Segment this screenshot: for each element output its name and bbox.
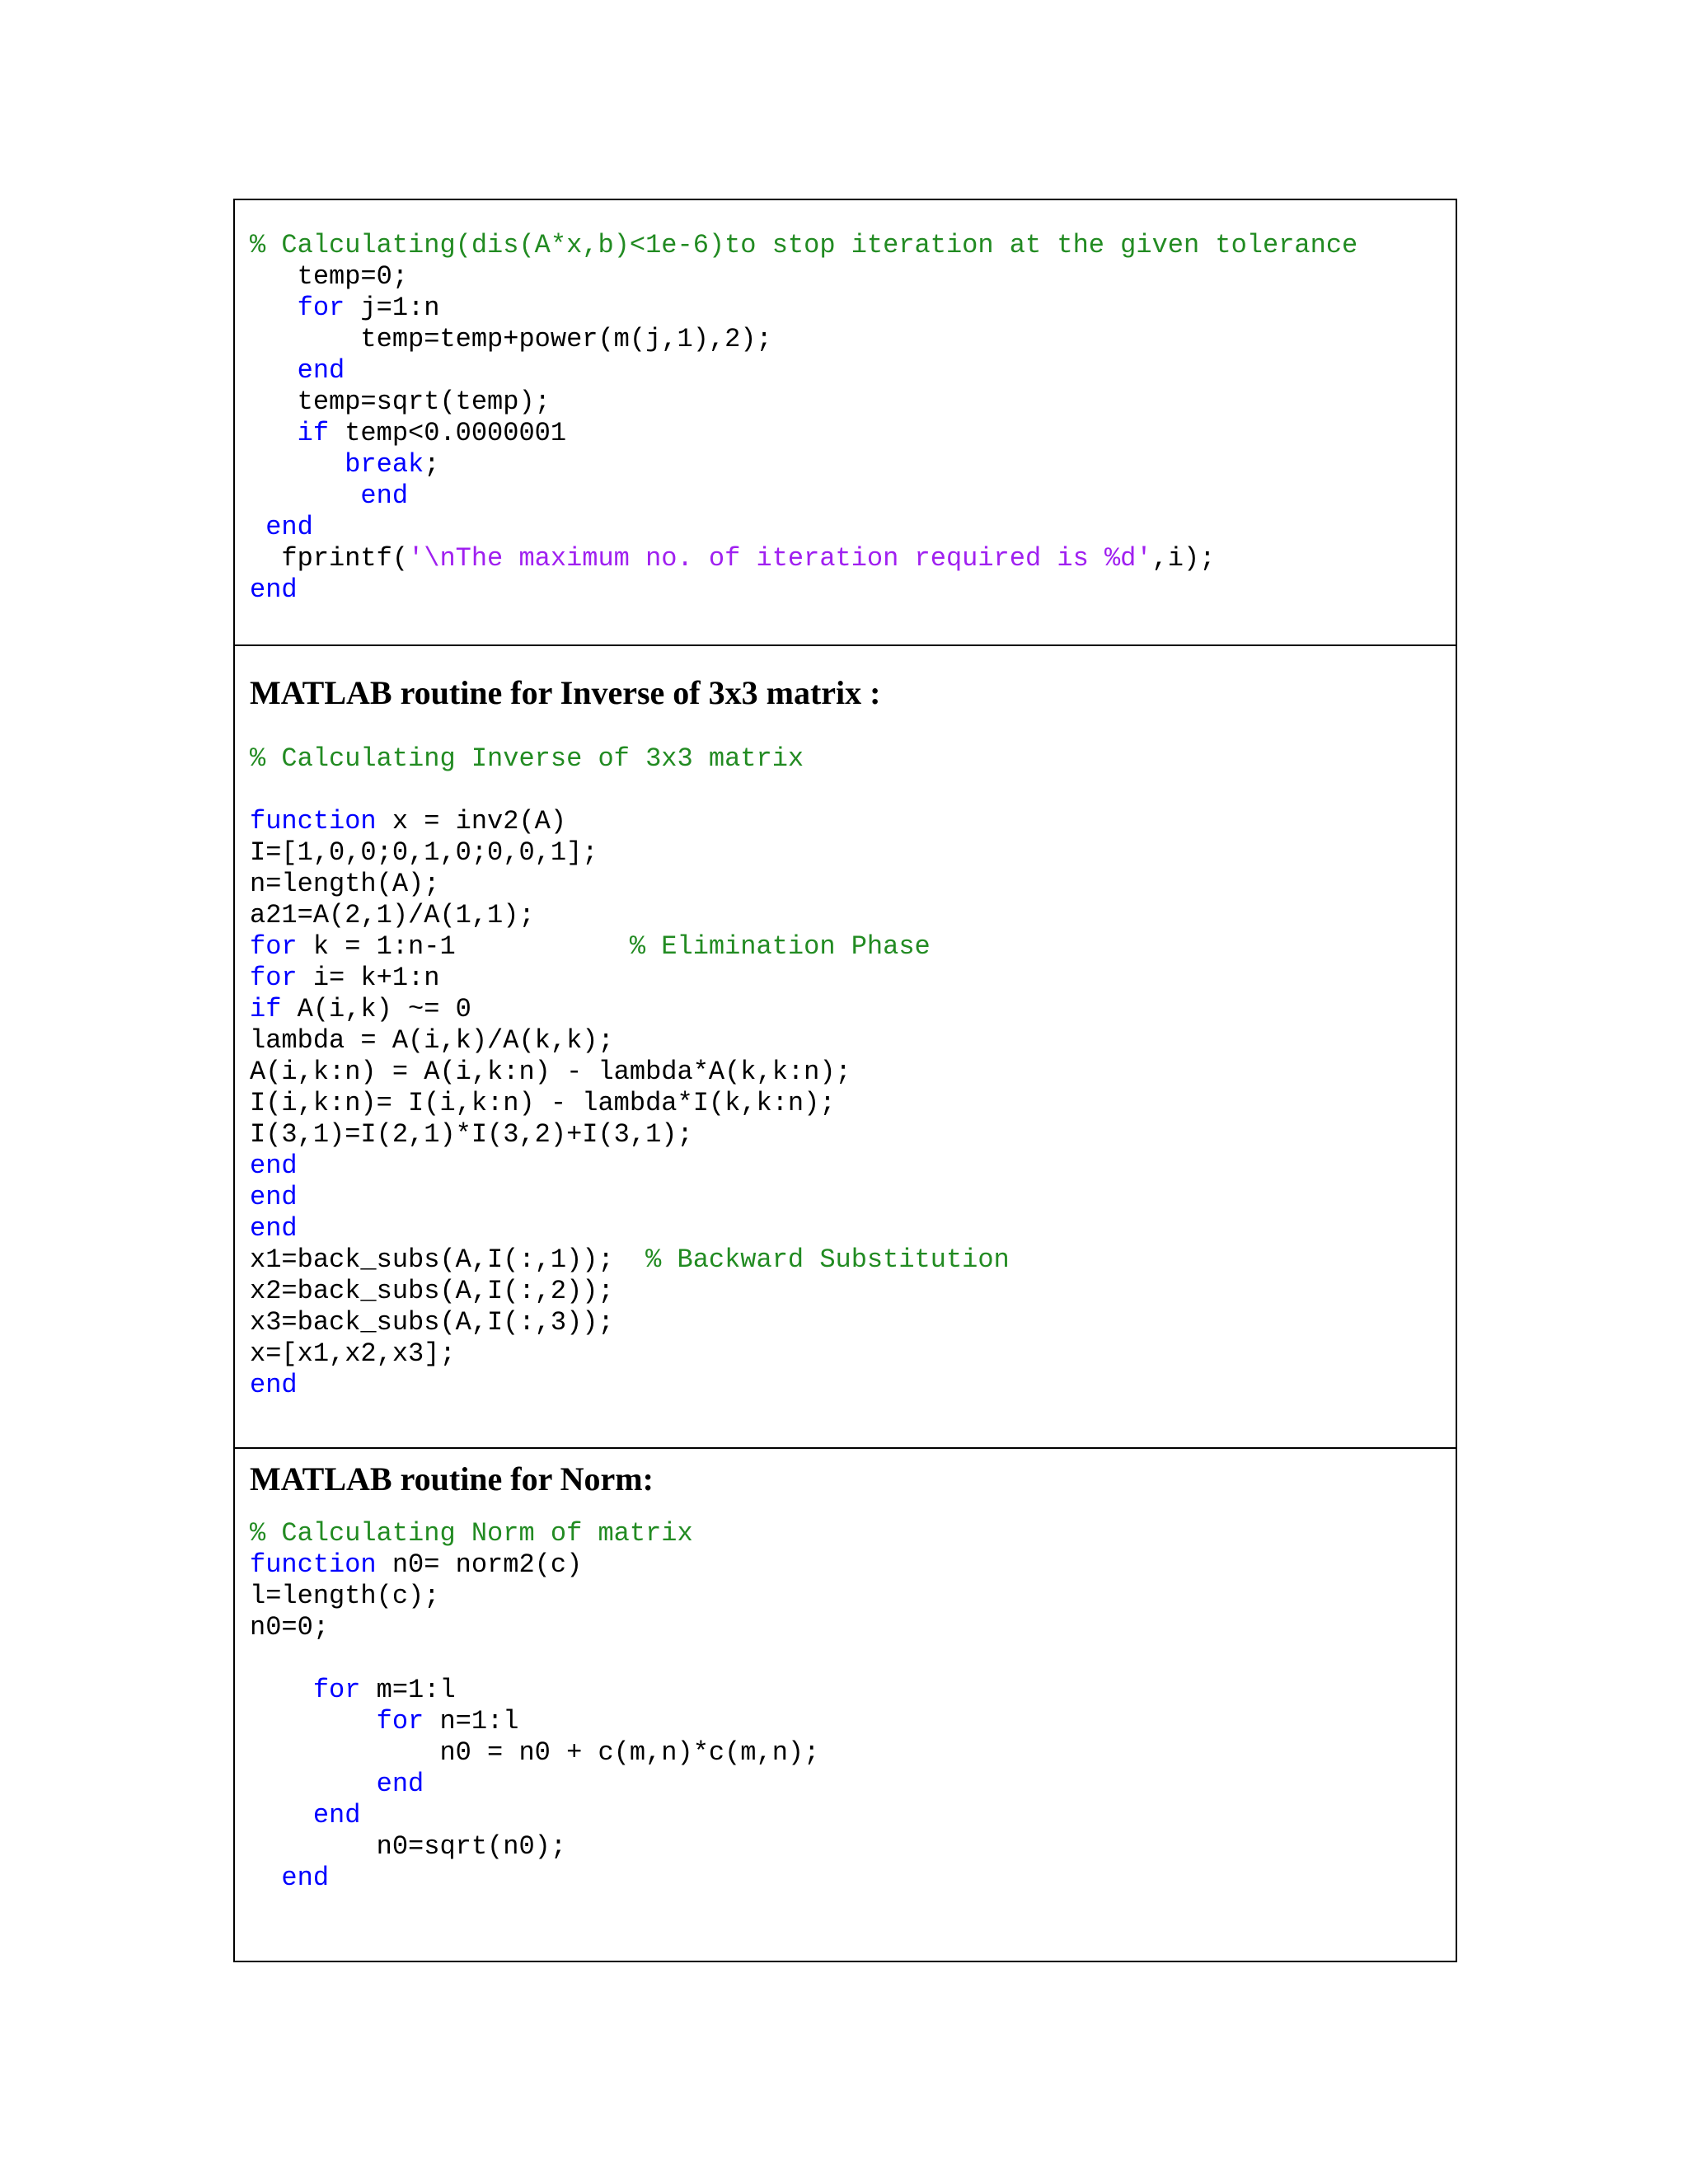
code-keyword: end — [250, 1370, 298, 1400]
code-comment: % Calculating Inverse of 3x3 matrix — [250, 743, 804, 774]
code-block — [250, 230, 1357, 606]
code-text: n0= norm2(c) — [376, 1549, 583, 1580]
code-text: lambda = A(i,k)/A(k,k); — [250, 1025, 614, 1056]
code-keyword: for — [250, 931, 298, 962]
code-text: n0 = n0 + c(m,n)*c(m,n); — [250, 1737, 820, 1768]
code-comment: % Elimination Phase — [629, 931, 931, 962]
code-line — [250, 1581, 819, 1612]
code-block — [250, 1518, 819, 1894]
code-keyword: end — [250, 574, 298, 605]
code-text — [250, 1800, 313, 1830]
code-keyword: break — [345, 449, 424, 480]
code-keyword: for — [376, 1706, 424, 1736]
code-text: ; — [424, 449, 440, 480]
code-line — [250, 994, 1010, 1025]
code-text — [250, 449, 345, 480]
code-text: I=[1,0,0;0,1,0;0,0,1]; — [250, 837, 598, 868]
code-cell-norm — [235, 1449, 1456, 1964]
code-line — [250, 963, 1010, 994]
code-text: n0=sqrt(n0); — [250, 1831, 567, 1862]
code-line — [250, 869, 1010, 900]
code-line — [250, 1737, 819, 1769]
code-keyword: if — [297, 418, 330, 448]
code-line — [250, 418, 1357, 449]
code-keyword: end — [265, 512, 313, 542]
code-line — [250, 574, 1357, 606]
code-comment: % Calculating Norm of matrix — [250, 1518, 693, 1549]
code-line — [250, 355, 1357, 387]
code-line — [250, 230, 1357, 261]
code-line — [250, 1213, 1010, 1244]
code-line — [250, 775, 1010, 806]
code-line — [250, 1119, 1010, 1151]
code-string: '\nThe maximum no. of iteration required is %d' — [408, 543, 1152, 574]
code-keyword: for — [250, 963, 298, 993]
code-text — [250, 512, 265, 542]
code-line — [250, 1549, 819, 1581]
code-line — [250, 387, 1357, 418]
code-text: n0=0; — [250, 1612, 330, 1643]
code-text — [250, 355, 298, 386]
section-heading: MATLAB routine for Inverse of 3x3 matrix : — [250, 674, 881, 711]
code-text: fprintf( — [250, 543, 409, 574]
code-line — [250, 1057, 1010, 1088]
code-line — [250, 806, 1010, 837]
code-text: i= k+1:n — [297, 963, 440, 993]
code-text: temp=0; — [250, 261, 409, 292]
code-line — [250, 1863, 819, 1894]
code-line — [250, 1675, 819, 1706]
code-text: j=1:n — [345, 293, 440, 323]
code-line — [250, 1182, 1010, 1213]
code-line — [250, 1518, 819, 1549]
code-keyword: if — [250, 994, 282, 1024]
code-keyword: end — [281, 1863, 330, 1893]
code-line — [250, 900, 1010, 931]
code-line — [250, 449, 1357, 480]
code-keyword: for — [312, 1675, 361, 1705]
code-line — [250, 1769, 819, 1800]
code-line — [250, 324, 1357, 355]
code-line — [250, 1151, 1010, 1182]
code-keyword: end — [250, 1213, 298, 1244]
code-comment: % Calculating(dis(A*x,b)<1e-6)to stop iteration at the given tolerance — [250, 230, 1358, 260]
code-cell-inverse — [235, 646, 1456, 1449]
code-table — [233, 199, 1457, 1962]
code-line — [250, 480, 1357, 512]
code-line — [250, 837, 1010, 869]
code-line — [250, 1612, 819, 1643]
code-line — [250, 1276, 1010, 1307]
code-text: m=1:l — [360, 1675, 456, 1705]
code-text: A(i,k:n) = A(i,k:n) - lambda*A(k,k:n); — [250, 1057, 851, 1087]
section-heading: MATLAB routine for Norm: — [250, 1460, 654, 1497]
code-cell-iteration — [235, 200, 1456, 646]
code-line — [250, 261, 1357, 293]
code-text: A(i,k) ~= 0 — [281, 994, 471, 1024]
code-text: x=[x1,x2,x3]; — [250, 1338, 456, 1369]
code-line — [250, 1244, 1010, 1276]
code-text: x3=back_subs(A,I(:,3)); — [250, 1307, 614, 1338]
code-text: I(i,k:n)= I(i,k:n) - lambda*I(k,k:n); — [250, 1088, 836, 1118]
code-line — [250, 1800, 819, 1831]
code-line — [250, 512, 1357, 543]
code-text — [250, 293, 298, 323]
code-text — [250, 1863, 281, 1893]
code-keyword: end — [297, 355, 345, 386]
code-text — [250, 418, 298, 448]
code-text: ,i); — [1151, 543, 1216, 574]
code-keyword: function — [250, 806, 377, 837]
code-line — [250, 1307, 1010, 1338]
code-line — [250, 543, 1357, 574]
code-text: x1=back_subs(A,I(:,1)); — [250, 1244, 646, 1275]
code-text: a21=A(2,1)/A(1,1); — [250, 900, 535, 930]
code-text: temp=sqrt(temp); — [250, 387, 551, 417]
code-line — [250, 1088, 1010, 1119]
code-keyword: end — [312, 1800, 361, 1830]
code-text — [250, 480, 360, 511]
code-text: I(3,1)=I(2,1)*I(3,2)+I(3,1); — [250, 1119, 693, 1150]
code-text: temp<0.0000001 — [329, 418, 567, 448]
code-line — [250, 931, 1010, 963]
code-line — [250, 1370, 1010, 1401]
code-keyword: end — [250, 1151, 298, 1181]
code-line — [250, 743, 1010, 775]
code-keyword: for — [297, 293, 345, 323]
code-text — [250, 1706, 377, 1736]
code-line — [250, 1831, 819, 1863]
code-keyword: function — [250, 1549, 377, 1580]
code-text: k = 1:n-1 — [297, 931, 630, 962]
code-line — [250, 1706, 819, 1737]
code-line — [250, 293, 1357, 324]
code-text: n=1:l — [424, 1706, 519, 1736]
code-text: temp=temp+power(m(j,1),2); — [250, 324, 772, 354]
code-line — [250, 1025, 1010, 1057]
code-text: l=length(c); — [250, 1581, 440, 1611]
code-text: n=length(A); — [250, 869, 440, 899]
code-line — [250, 1338, 1010, 1370]
code-comment: % Backward Substitution — [645, 1244, 1010, 1275]
code-text — [250, 1675, 313, 1705]
code-block — [250, 743, 1010, 1401]
code-keyword: end — [376, 1769, 424, 1799]
code-line — [250, 1643, 819, 1675]
code-text — [250, 1769, 377, 1799]
code-keyword: end — [250, 1182, 298, 1212]
code-text: x2=back_subs(A,I(:,2)); — [250, 1276, 614, 1306]
code-text: x = inv2(A) — [376, 806, 567, 837]
code-keyword: end — [360, 480, 409, 511]
